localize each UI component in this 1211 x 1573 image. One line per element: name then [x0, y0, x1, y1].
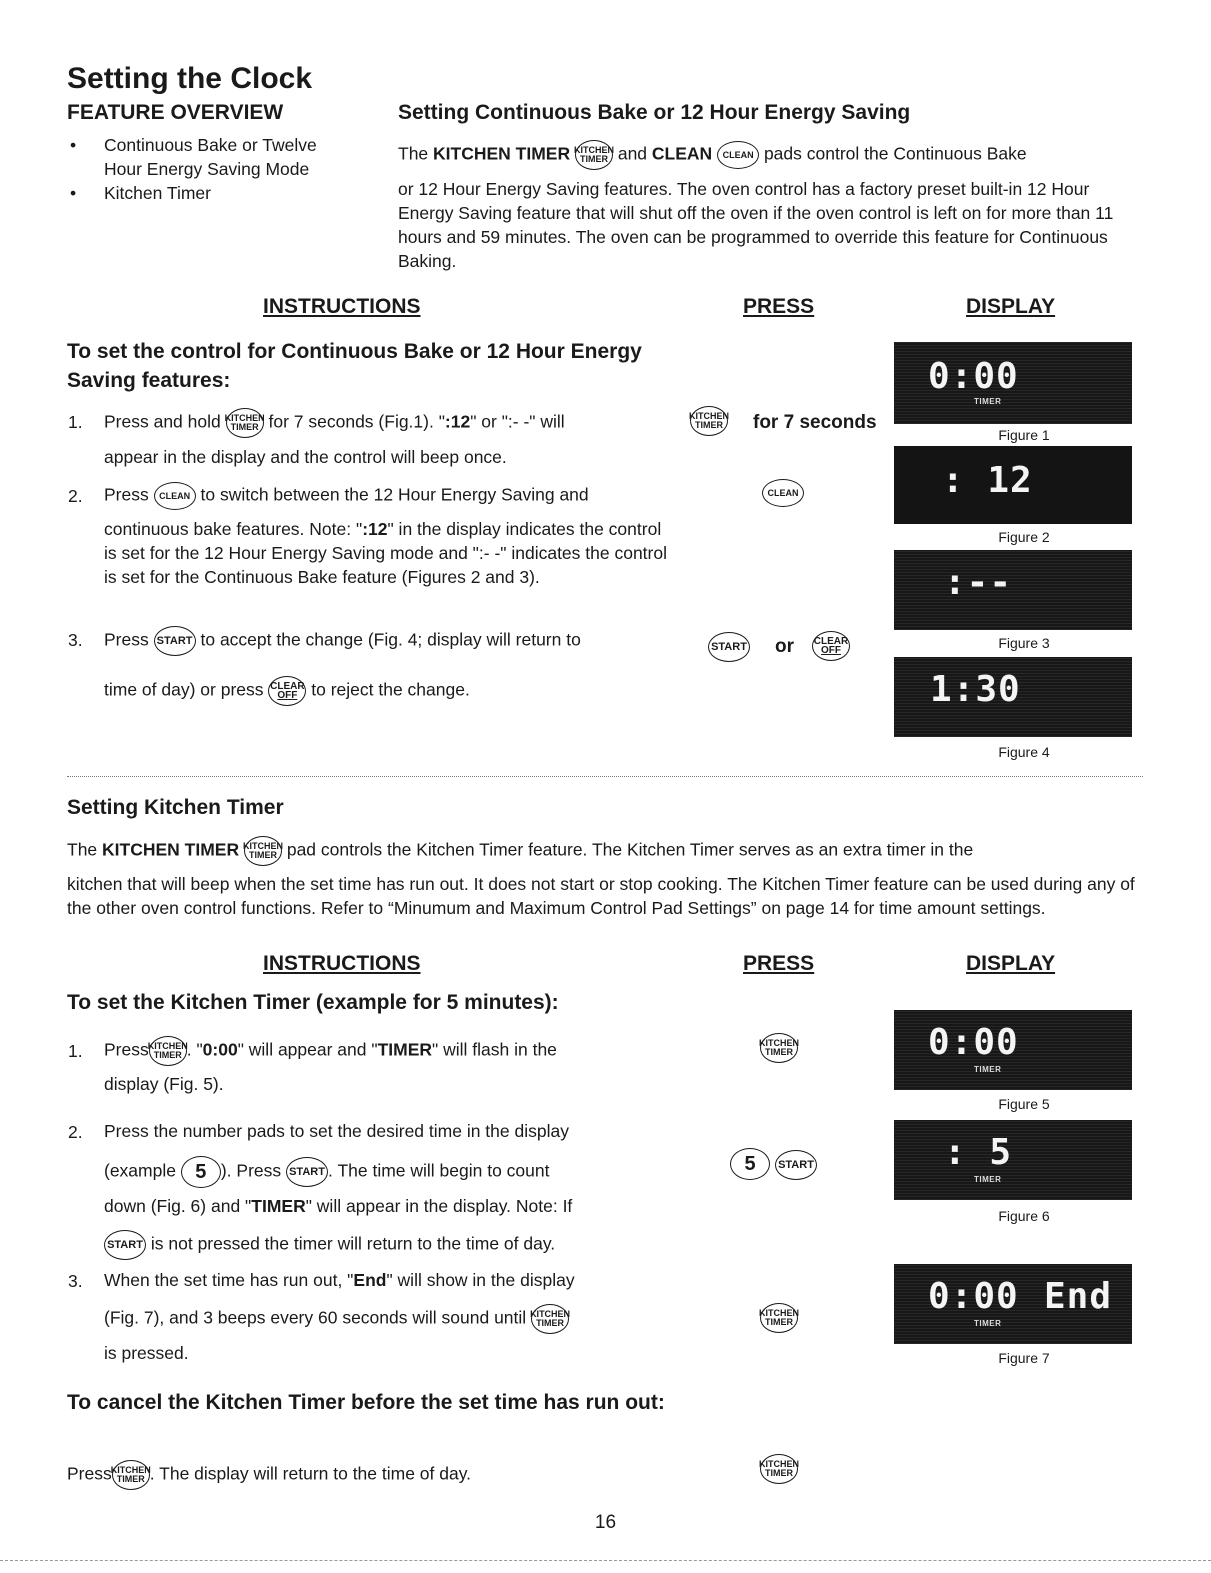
kitchen-timer-pad-icon[interactable]: KITCHEN TIMER	[760, 1033, 798, 1063]
press-clear-off[interactable]	[812, 631, 850, 661]
timer-intro-rest: kitchen that will beep when the set time has run out. It does not start or stop cooking. The Kitchen Timer feature can be used during any of the other oven control functions. Refer to “Minumum and Maximum Control Pad Settings” on page 14 for time amount settings.	[67, 874, 1135, 918]
timer-step1: Press KITCHEN TIMER . "0:00" will appear and "TIMER" will flash in the	[104, 1036, 684, 1066]
continuous-step1-line2: appear in the display and the control will beep once.	[104, 447, 507, 467]
kitchen-timer-pad-icon: KITCHEN TIMER	[226, 408, 264, 438]
step-number: 3.	[68, 630, 83, 650]
press-clean[interactable]	[762, 479, 804, 507]
timer-step1-line2: display (Fig. 5).	[104, 1074, 224, 1094]
clean-pad-icon[interactable]: CLEAN	[762, 479, 804, 507]
oven-display-figure-6: : 5 TIMER	[894, 1120, 1132, 1200]
step-number: 2.	[68, 1122, 83, 1142]
timer-step3-line2: (Fig. 7), and 3 beeps every 60 seconds will sound until KITCHEN TIMER	[104, 1304, 684, 1334]
oven-display-figure-1: 0:00 TIMER	[894, 342, 1132, 424]
press-number-5[interactable]	[730, 1148, 770, 1180]
step-number: 2.	[68, 486, 83, 506]
press-kitchen-timer-cancel[interactable]	[760, 1454, 798, 1484]
start-pad-icon[interactable]: START	[708, 632, 750, 662]
timer-step3: When the set time has run out, "End" will show in the display	[104, 1270, 575, 1290]
cancel-timer-subheading: To cancel the Kitchen Timer before the set time has run out:	[67, 1391, 665, 1414]
press-duration: for 7 seconds	[753, 412, 877, 433]
cancel-timer-text: Press KITCHEN TIMER . The display will return to the time of day.	[67, 1460, 667, 1490]
press-or: or	[775, 636, 794, 657]
step-number: 1.	[68, 412, 83, 432]
start-pad-icon: START	[154, 626, 196, 656]
number-5-pad-icon[interactable]: 5	[730, 1148, 770, 1180]
kitchen-timer-pad-icon[interactable]: KITCHEN TIMER	[760, 1454, 798, 1484]
continuous-intro-rest: or 12 Hour Energy Saving features. The oven control has a factory preset built-in 12 Hour Energy Saving feature that will shut off the oven if the oven control is left on for more than 11 hours and 59 minutes. The oven can be programmed to override this feature for Continuous Baking.	[398, 179, 1114, 271]
kitchen-timer-pad-icon: KITCHEN TIMER	[149, 1036, 187, 1066]
kitchen-timer-pad-icon[interactable]: KITCHEN TIMER	[760, 1303, 798, 1333]
continuous-bake-heading: Setting Continuous Bake or 12 Hour Energy Saving	[398, 101, 911, 124]
kitchen-timer-pad-icon: KITCHEN TIMER	[531, 1304, 569, 1334]
clear-off-pad-icon: CLEAR OFF	[268, 676, 306, 706]
figure-caption: Figure 2	[998, 529, 1050, 545]
timer-subheading: To set the Kitchen Timer (example for 5 minutes):	[67, 991, 559, 1014]
step-number: 1.	[68, 1041, 83, 1061]
clean-pad-icon: CLEAN	[154, 482, 196, 510]
press-column-header: PRESS	[743, 952, 815, 975]
instructions-column-header: INSTRUCTIONS	[263, 952, 421, 975]
figure-caption: Figure 7	[998, 1350, 1050, 1366]
page-bottom-rule	[0, 1560, 1211, 1561]
figure-caption: Figure 3	[998, 635, 1050, 651]
timer-step2-line4: START is not pressed the timer will return to the time of day.	[104, 1230, 684, 1260]
continuous-step2: Press CLEAN to switch between the 12 Hour Energy Saving and	[104, 482, 674, 510]
press-column-header: PRESS	[743, 295, 815, 318]
section-divider	[67, 776, 1143, 777]
press-kitchen-timer[interactable]	[760, 1303, 798, 1333]
timer-intro-line1: The KITCHEN TIMER KITCHEN TIMER pad controls the Kitchen Timer feature. The Kitchen Timer serves as an extra timer in the	[67, 836, 1147, 866]
oven-display-figure-4: 1:30	[894, 657, 1132, 737]
timer-step3-line3: is pressed.	[104, 1343, 189, 1363]
figure-caption: Figure 1	[998, 427, 1050, 443]
kitchen-timer-pad-icon[interactable]: KITCHEN TIMER	[690, 406, 728, 436]
page-title: Setting the Clock	[67, 62, 313, 95]
oven-display-figure-3: :--	[894, 550, 1132, 630]
display-column-header: DISPLAY	[966, 295, 1056, 318]
figure-caption: Figure 5	[998, 1096, 1050, 1112]
clear-off-pad-icon[interactable]: CLEAR OFF	[812, 631, 850, 661]
oven-display-figure-7: 0:00 End TIMER	[894, 1264, 1132, 1344]
timer-step2: Press the number pads to set the desired time in the display	[104, 1121, 569, 1141]
continuous-step3: Press START to accept the change (Fig. 4; display will return to	[104, 626, 674, 656]
press-start[interactable]	[775, 1150, 817, 1180]
press-kitchen-timer[interactable]	[690, 406, 728, 436]
timer-step2-line2: (example 5 ). Press START . The time will begin to count	[104, 1156, 684, 1188]
instructions-column-header: INSTRUCTIONS	[263, 295, 421, 318]
continuous-intro-line1: The KITCHEN TIMER KITCHEN TIMER and CLEAN CLEAN pads control the Continuous Bake	[398, 140, 1148, 170]
continuous-step3-line2: time of day) or press CLEAR OFF to reject the change.	[104, 676, 674, 706]
continuous-step1: Press and hold KITCHEN TIMER for 7 seconds (Fig.1). ":12" or ":- -" will	[104, 408, 674, 438]
press-kitchen-timer[interactable]	[760, 1033, 798, 1063]
display-column-header: DISPLAY	[966, 952, 1056, 975]
continuous-step2-note: continuous bake features. Note: ":12" in the display indicates the control is set for the 12 Hour Energy Saving mode and ":- -" indicates the control is set for the Continuous Bake feature (Figures 2 and 3).	[104, 519, 667, 587]
timer-step2-line3: down (Fig. 6) and "TIMER" will appear in the display. Note: If	[104, 1196, 573, 1216]
overview-item: • Continuous Bake or Twelve Hour Energy Saving Mode	[67, 133, 327, 181]
press-start[interactable]	[708, 632, 750, 662]
kitchen-timer-pad-icon: KITCHEN TIMER	[112, 1460, 150, 1490]
feature-overview-list	[67, 133, 327, 205]
feature-overview-heading: FEATURE OVERVIEW	[67, 101, 284, 124]
kitchen-timer-heading: Setting Kitchen Timer	[67, 796, 284, 819]
figure-caption: Figure 6	[998, 1208, 1050, 1224]
kitchen-timer-pad-icon: KITCHEN TIMER	[244, 836, 282, 866]
page-number: 16	[594, 1512, 617, 1533]
oven-display-figure-5: 0:00 TIMER	[894, 1010, 1132, 1090]
start-pad-icon: START	[286, 1157, 328, 1187]
number-5-pad-icon: 5	[181, 1156, 221, 1188]
continuous-subheading: To set the control for Continuous Bake or 12 Hour Energy Saving features:	[67, 340, 642, 392]
oven-display-figure-2: : 12	[894, 446, 1132, 524]
start-pad-icon: START	[104, 1230, 146, 1260]
clean-pad-icon: CLEAN	[717, 141, 759, 169]
overview-item: • Kitchen Timer	[67, 181, 327, 205]
start-pad-icon[interactable]: START	[775, 1150, 817, 1180]
figure-caption: Figure 4	[998, 744, 1050, 760]
kitchen-timer-pad-icon: KITCHEN TIMER	[575, 140, 613, 170]
step-number: 3.	[68, 1271, 83, 1291]
